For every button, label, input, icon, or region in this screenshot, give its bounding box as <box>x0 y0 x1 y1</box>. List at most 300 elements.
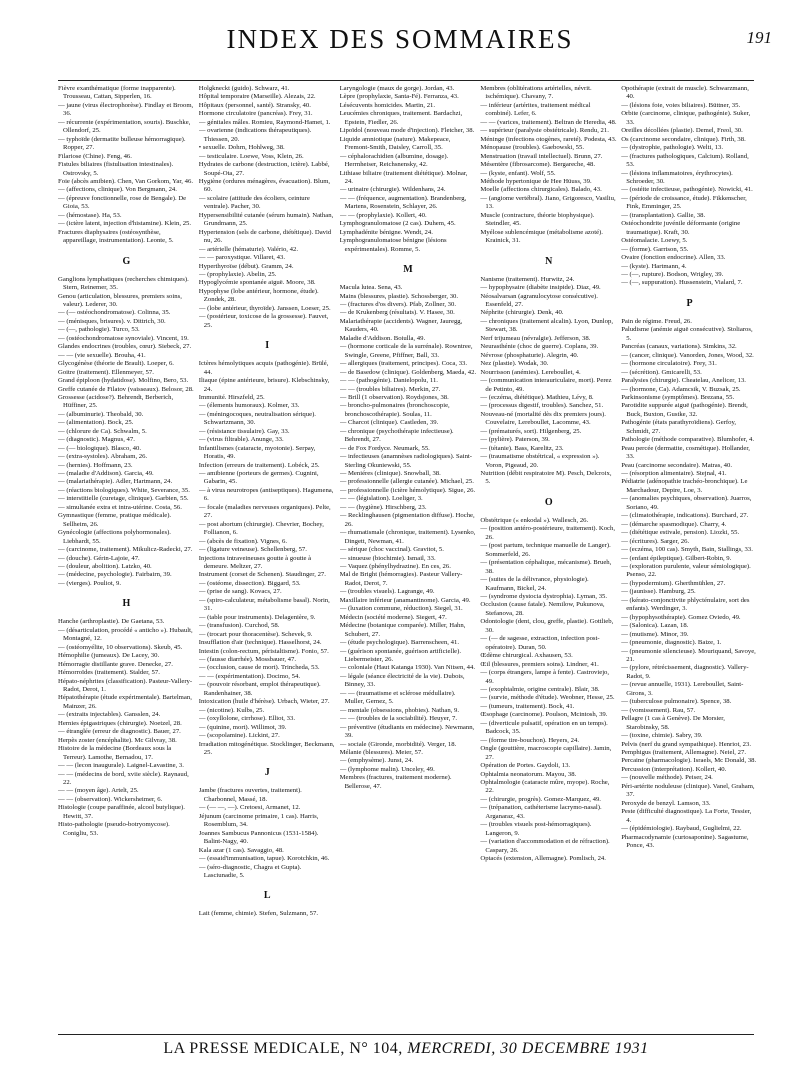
index-entry: Herpès zoster (encéphalite). Mc Gilvray, 38. <box>58 736 177 744</box>
index-entry: — (hypodermium). Gherthmühlen, 27. <box>621 579 726 587</box>
index-entry: — (carcinome, traitement). Mikulicz-Radecki, 27. <box>58 546 193 554</box>
index-entry: Lipoïdol (nouveau mode d'injection). Fletcher, 38. <box>339 127 475 135</box>
index-entry: — (post partum, technique manuelle de Langer). Sommerfeld, 26. <box>480 542 611 558</box>
index-entry: Grand épiploon (hydatidose). Molfino, Bero, 53. <box>58 377 189 385</box>
index-entry: — (résorption alimentaire). Stejnal, 41. <box>621 470 727 478</box>
index-entry: — sinueuse (biochimie). Ismail, 33. <box>339 554 436 562</box>
index-entry: Ganglions lymphatiques (recherches chimiques). Stern, Reinemer, 35. <box>58 275 189 292</box>
index-entry: Injections intraveineuses goutte à goutte à demeure. Meltzer, 27. <box>198 554 312 571</box>
index-entry: Ophtalmia neonatorum. Mayou, 38. <box>480 770 577 778</box>
index-entry: Laryngologie (maux de gorge). Jordan, 43. <box>339 85 455 92</box>
index-entry: — à virus neurotropes (antiseptiques). Hagumena, 6. <box>198 486 334 503</box>
index-entry: — (lymphome malin). Unceley, 49. <box>339 765 435 773</box>
index-entry: — (ménisques, brisures). v. Dittrich, 30. <box>58 317 166 325</box>
index-entry: — (élements humoraux). Kolmer, 33. <box>198 402 300 410</box>
index-entry: — (— ostéochondromatose). Colinna, 35. <box>58 309 171 317</box>
index-entry: Nanisme (traitement). Hurwitz, 24. <box>480 275 575 283</box>
index-entry: — testiculaire. Loewe, Voss, Klein, 26. <box>198 152 304 160</box>
index-entry: — (variation d'accommodation et de réfraction). Caspary, 26. <box>480 838 610 854</box>
index-entry: Greffe cutanée de Filatov (vaisseaux). Belosor, 28. <box>58 385 194 393</box>
index-entry: Parotidite suppurée aiguë (pathogénie). Brendt, Buck, Buxton, Gustke, 32. <box>621 402 748 418</box>
index-entry: Immunité. Hirszfeld, 25. <box>198 393 265 401</box>
index-entry: Genou (articulation, blessures, premiers soins, valeur). Lederer, 30. <box>58 292 182 308</box>
index-entry: Ongle (gouttière, macroscopie capillaire). Jamin, 27. <box>480 745 612 761</box>
index-entry: — (épidémiologie). Raybaud, Guglielmi, 22. <box>621 825 742 833</box>
index-entry: — (extraits injectables). Gansslen, 24. <box>58 711 161 719</box>
index-entry: — Meniéres (clinique). Snowball, 38. <box>339 470 441 478</box>
index-entry: Parkinsonisme (symptômes). Brezana, 55. <box>621 393 735 401</box>
index-entry: — — (observation). Wickersheimer, 6. <box>58 795 163 803</box>
index-entry: Hépatothérapie (étude expérimentale). Bartelman, Mainzer, 26. <box>58 694 192 710</box>
index-entry: — interstitielle (curetage, clinique). Garbien, 55. <box>58 495 189 503</box>
index-entry: Lésécuvents homicides. Martin, 21. <box>339 101 436 109</box>
index-entry: — infectieuses (anamnèses radiologiques). Saint-Sterling Okuniewski, 55. <box>339 453 473 469</box>
index-entry: Hernies épigastriques (chirurgie). Noetzel, 28. <box>58 719 182 727</box>
section-letter-heading: G <box>122 255 131 267</box>
index-entry: — — (varices, traitement). Beltran de Heredia, 48. <box>480 118 617 126</box>
index-entry: Hémorragie distillante grave. Denecke, 27. <box>58 660 173 668</box>
index-entry: — broncho-pulmonaires (bronchoscopie, bronchoscothérapie). Soulas, 11. <box>339 402 450 418</box>
index-entry: Pathologie (méthode comparative). Blumhofer, 4. <box>621 436 755 444</box>
index-entry: Hyperthyroïse (début). Gramm, 24. <box>198 262 294 270</box>
section-letter-heading: N <box>545 255 553 267</box>
index-entry: — (hormone corticale de la surrénale). Rowntree, Swingle, Greene, Pfiffner, Ball, 33. <box>339 343 473 359</box>
index-entry: — légale (séance électricité de la vie). Dubois, Binney, 33. <box>339 672 465 689</box>
index-entry: — (postérieur, toxicose de la grossesse). Fauvet, 25. <box>198 313 329 329</box>
index-entry: — professionnelle (allergie cutanée). Michael, 25. <box>339 478 474 486</box>
index-entry: Nutrition (débit respiratoire M). Pesch, Delcroix, 5. <box>480 470 612 486</box>
index-entry: Méninge (infections otogènes, rareté). Podesta, 43. <box>480 135 617 143</box>
index-entry: Histo-pathologie (pseudo-botryomycose). Conigliu, 53. <box>58 821 170 837</box>
index-entry: Paludisme (anémie aiguë consécutive). Stoliaros, 5. <box>621 326 753 342</box>
index-column-2 <box>199 85 336 1028</box>
index-entry: — (tuberculose pulmonaire). Spence, 38. <box>621 698 732 706</box>
index-entry: Optacés (extension, Allemagne). Pomlisch, 24. <box>480 855 606 863</box>
index-entry: — (trocart pour thoracentèse). Schevek, 9. <box>198 630 313 638</box>
index-entry: Hémophilie (jumeaux). De Lacey, 30. <box>58 652 160 660</box>
index-entry: — (tumeurs, traitement). Bock, 41. <box>480 702 575 710</box>
section-letter-heading: L <box>263 890 271 902</box>
index-entry: — (guérison spontanée, guérison artificielle). Liebermeister, 26. <box>339 647 462 663</box>
index-entry: — (luxation commune, réduction). Siegel, 31. <box>339 605 463 613</box>
index-entry: — — paroxystique. Villaret, 43. <box>198 254 286 262</box>
header-rule <box>58 80 754 81</box>
index-entry: — (alimentation). Bock, 25. <box>58 419 134 427</box>
index-entry: — (pylore, rétrécissement, diagnostic). Vallery-Radot, 9. <box>621 664 749 680</box>
index-entry: — — (prophylaxie). Kollert, 40. <box>339 211 427 219</box>
index-entry: Hépato-néphrites (classification). Pasteur-Vallery-Radot, Derot, 1. <box>58 677 193 693</box>
index-entry: — (— —, —). Cretoesi, Armanet, 12. <box>198 804 301 812</box>
index-entry: — (extra-systoles). Abraham, 26. <box>58 453 148 461</box>
index-entry: — (kyste, enfant). Wolf, 55. <box>480 169 556 177</box>
index-entry: — — (médecins de bord, xviie siècle). Raynaud, 22. <box>58 770 189 786</box>
index-entry: Intoxication (huile d'hérèse). Urbach, Wieter, 27. <box>198 698 330 706</box>
index-entry: Instrument (corset de Schenen). Staudinger, 27. <box>198 571 326 579</box>
index-entry: — (pylière). Paterson, 39. <box>480 436 550 444</box>
index-entry: — (hémostase). Ha, 53. <box>58 211 122 219</box>
index-entry: — inférieur (artérites, traitement médical combiné). Lefer, 6. <box>480 101 591 118</box>
index-entry: — (— biologique). Blasco, 40. <box>58 444 142 452</box>
index-entry: — (ostéome, dissection). Biggard, 53. <box>198 579 301 587</box>
index-entry: — (fractures pathologiques, Calcium). Rolland, 53. <box>621 152 749 169</box>
index-entry: — (réactions biologiques). White, Severance, 35. <box>58 486 190 494</box>
section-letter-heading: P <box>686 297 693 309</box>
index-entry: — Charcot (clinique). Castleden, 39. <box>339 419 439 427</box>
index-entry: — urinaire (chirurgie). Wildenhans, 24. <box>339 186 446 194</box>
index-entry: Hôpital temporaire (Marseille). Alezais, 22. <box>198 93 316 101</box>
index-entry: — amibienne (porteurs de germes). Cugnini, Gabarin, 45. <box>198 470 319 486</box>
index-entry: Ostéomalacie. Loewy, 5. <box>621 237 688 245</box>
index-entry: — — (pathogénie). Danielopolu, 11. <box>339 377 438 385</box>
index-entry: Fractures diaphysaires (ostéosynthèse, appareillage, instrumentation). Leonte, 5. <box>58 228 174 245</box>
index-entry: — (hormone circulatoire). Frey, 31. <box>621 360 717 368</box>
index-entry: — (vierges). Pouliot, 9. <box>58 579 122 587</box>
index-entry: — (occlusion, cause de mort). Trincheda, 53. <box>198 664 320 672</box>
index-entry: — chroniques (traitement alcalin). Lyon, Dunlop, Stewart, 38. <box>480 317 613 334</box>
index-entry: Médecin (société moderne). Siegert, 47. <box>339 613 447 621</box>
index-entry: Orbite (carcinome, clinique, pathogénie). Suker, 33. <box>621 110 751 126</box>
index-entry: Percussion (interprétation). Kollert, 40. <box>621 765 727 773</box>
index-entry: — professionnelle (ictère hémolytique). Sigue, 26. <box>339 486 476 494</box>
index-entry: Lait (femme, chimie). Stefen, Sulzmann, 57. <box>198 910 319 918</box>
index-entry: — (nouvelle méthode). Peiser, 24. <box>621 774 713 782</box>
index-entry: Pédiatrie (adénopathie trachéo-bronchique). Le Marchadour, Depire, Loe, 3. <box>621 478 748 494</box>
index-entry: — rhumatismale (chronique, traitement). Lysenko, Dingett, Newman, 41. <box>339 529 476 545</box>
index-entry: — — (législation). Loeliger, 3. <box>339 495 423 503</box>
index-entry: — (prise de sang). Kovacs, 27. <box>198 588 282 596</box>
index-entry: Mal de Bright (hémorragies). Pasteur Vallery-Radot, Derot, 7. <box>339 571 463 587</box>
index-entry: — allergiques (traitement, principes). Coca, 33. <box>339 360 468 368</box>
index-entry: Mélanie (blessures). Meier, 57. <box>339 748 423 756</box>
index-entry: Joannes Sambucus Pannonicus (1531-1584). Balint-Nagy, 40. <box>198 829 319 846</box>
index-entry: — (angiome vertébral). Jiano, Grigoresco, Vasiliu, 13. <box>480 194 616 211</box>
index-entry: — (affections, clinique). Von Bergmann, 24. <box>58 186 177 194</box>
index-entry: — (mutisme). Minor, 39. <box>621 630 689 638</box>
index-entry: Grossesse (acidose?). Behrendt, Berberich, Hüffiner, 25. <box>58 393 174 410</box>
index-entry: — (eczéma, 100 cas). Smyth, Bain, Stallings, 33. <box>621 546 753 554</box>
index-entry: — (fausse diarrhée). Mossbauer, 47. <box>198 656 297 663</box>
index-entry: Lithiase biliaire (traitement diététique). Molnar, 24. <box>339 169 468 185</box>
index-entry: Neurasthénie (choc de guerre). Coplans, 39. <box>480 343 599 351</box>
index-entry: Lèpre (prophylaxie, Santa-Fé). Ferranza, 43. <box>339 93 459 101</box>
index-entry: — (ostéochondromatose synoviale). Vincent, 19. <box>58 334 189 342</box>
index-entry: — (jaunisse). Hamburg, 25. <box>621 588 696 596</box>
index-entry: • sexuelle. Dohrn, Hohlweg, 38. <box>198 144 285 152</box>
index-entry: — — (moyen âge). Artelt, 25. <box>58 787 139 795</box>
index-entry: — typhoïde (dermatite bulleuse hémorragique). Ropper, 27. <box>58 135 186 152</box>
index-entry: — (ligature veineuse). Schellenberg, 57. <box>198 546 307 554</box>
page-number: 191 <box>746 28 772 47</box>
index-entry: Kala azar (1 cas). Savaggio, 48. <box>198 846 284 854</box>
index-entry: — (abcès de fixation). Vignes, 6. <box>198 537 288 545</box>
index-entry: Fistules biliaires (fistulisation intestinales). Ostrovsky, 5. <box>58 161 174 177</box>
index-entry: Jéjunum (carcinome primaire, 1 cas). Harris, Rosemblum, 34. <box>198 812 319 829</box>
index-entry: Muscle (contracture, théorie biophysique). Steindler, 45. <box>480 211 595 228</box>
index-entry: Péri-artérite noduleuse (clinique). Vanel, Graham, 37. <box>621 782 755 799</box>
index-entry: Méthode hypertonique de Hee Hüuss, 39. <box>480 177 592 185</box>
index-entry: Ostéochondrite juvénile déformante (origine traumatique). Kraft, 30. <box>621 220 741 236</box>
index-entry: — — (troubles de la sociabilité). Heuyer, 7. <box>339 715 458 723</box>
index-entry: Macula lutea. Sena, 43. <box>339 284 403 292</box>
index-entry: Pellagre (1 cas à Genève). De Morsier, Starobinsky, 58. <box>621 715 725 731</box>
index-entry: Histoire de la médecine (Bordeaux sous la Terreur). Lamothe, Bernadou, 17. <box>58 745 172 761</box>
index-entry: — (ostéite infectieuse, pathogénie). Nowicki, 41. <box>621 186 753 194</box>
index-entry: — (albuminurie). Theobald, 30. <box>58 410 144 418</box>
index-entry: — (sécrétion). Gmicarelli, 53. <box>621 368 702 376</box>
index-entry: Oreilles décollées (plastie). Demel, Freol, 30. <box>621 127 743 135</box>
index-entry: — (eczéma, diététique). Mathieu, Lévy, 8. <box>480 393 594 401</box>
index-entry: Malariathérapie (accidents). Wagner, Jauregg, Kauders, 40. <box>339 317 463 334</box>
index-entry: — récurrente (expérimentation, souris). Buschke, Ollendorf, 25. <box>58 118 191 135</box>
index-entry: Peau (carcinome secondaire). Matras, 40. <box>621 461 733 469</box>
index-entry: — génitales mâles. Romieu, Raymond-Hamet, 1. <box>198 118 331 126</box>
index-entry: Os (carcinome secondaire, clinique). Firth, 38. <box>621 135 746 143</box>
index-entry: Ménopause (troubles). Gaebowski, 55. <box>480 144 585 152</box>
index-entry: — (pneumonie, diagnostic). Baize, 1. <box>621 639 722 647</box>
index-entry: Œil (blessures, premiers soins). Lindner, 41. <box>480 660 599 668</box>
index-entry: — (survie, méthode d'étude). Weobner, Hesse, 25. <box>480 694 615 702</box>
index-entry: Hypersensibilité cutanée (sérum humain). Nathan, Grundmann, 25. <box>198 211 334 228</box>
index-entry: Mésentère (fibrosarcome). Bergareche, 48. <box>480 161 596 169</box>
index-entry: Peste (difficulté diagnostique). La Forte, Tessier, 4. <box>621 808 752 824</box>
index-entry: — — (vie sexuelle). Brouha, 41. <box>58 351 146 359</box>
index-entry: Glycogénèse (théorie de Brault). Loeper, 6. <box>58 360 174 368</box>
index-entry: — (hernies). Hoffmann, 23. <box>58 461 133 469</box>
index-entry: — (période de croissance, étude). Fikkenscher, Fink, Emminger, 25. <box>621 194 747 211</box>
index-entry: — (scopolamine). Lickint, 27. <box>198 732 280 740</box>
index-entry: — (séro-diagnostic, Chagra et Gupta). Lasciunadie, 5. <box>198 863 302 879</box>
index-entry: — (enfant épileptique). Gilbert-Robin, 9. <box>621 554 732 562</box>
index-entry: — de Krukenberg (résultats). V. Hasee, 30. <box>339 309 455 317</box>
index-entry: — (cancer, clinique). Vanorden, Jones, Wood, 32. <box>621 351 754 359</box>
index-entry: — — (hygiène). Hirschberg, 23. <box>339 503 427 511</box>
index-entry: — — (traumatisme et sclérose médullaire). Muller, Gernez, 5. <box>339 689 456 706</box>
section-letter-heading: H <box>122 598 131 610</box>
index-entry: — (chirurgie, progrès). Gomez-Marquez, 49. <box>480 795 601 803</box>
index-entry: — (désarticulation, procédé « anticho »). Hubault, Montagné, 12. <box>58 626 193 643</box>
index-entry: Membres (oblitérations artérielles, névrit. ischémique). Chavany, 7. <box>480 85 592 101</box>
index-entry: Lymphogranulomatose (2 cas). Duhem, 45. <box>339 220 456 228</box>
index-entry: Mains (blessures, plastie). Schossberger, 30. <box>339 292 459 300</box>
index-entry: — (exploration purulente, valeur sémiologique). Psenso, 22. <box>621 563 751 579</box>
index-entry: Médecine (botanique comparée). Miller, Hahn, Schubert, 27. <box>339 622 466 638</box>
index-entry: — (prophylaxie). Abelin, 25. <box>198 270 277 278</box>
index-entry: Gynécologie (affections polyhormonales). Liebhardt, 55. <box>58 529 171 545</box>
index-entry: Irradiation mitogénétique. Stocklinger, Beckmann, 25. <box>198 740 335 756</box>
footer-journal: LA PRESSE MEDICALE, <box>163 1040 345 1057</box>
index-entry: — (suites de la délivrance, physiologie). Kaufmann, Bickel, 24. <box>480 576 589 592</box>
index-entry: — (exophtalmie, origine centrale). Blair, 38. <box>480 686 600 693</box>
index-entry: Ictères hémolytiques acquis (pathogénie). Brülé, 44. <box>198 360 329 376</box>
page-footer <box>58 1040 754 1068</box>
index-entry: — (lobe antérieur, thyroïde). Janssen, Loeser, 25. <box>198 304 331 312</box>
index-entry: Pelvis (nerf du grand sympathique). Henriot, 23. <box>621 740 752 748</box>
index-column-4 <box>480 85 617 1028</box>
index-entry: — (quinine, mort). Willimot, 39. <box>198 723 287 731</box>
index-entry: — (climatothérapie, indications). Burchard, 27. <box>621 512 749 520</box>
index-column-3 <box>340 85 477 1028</box>
index-entry: Gymnastique (femme, pratique médicale). Sellheim, 26. <box>58 512 172 528</box>
index-body <box>58 85 758 1028</box>
index-entry: Opération de Portes. Gaydoli, 13. <box>480 762 571 770</box>
index-entry: Maladie d'Addison. Boiulla, 49. <box>339 334 426 342</box>
index-entry: — (ictère latent, injection d'histamine). Klein, 25. <box>58 220 192 228</box>
index-entry: — (—, suppuration). Hussenstein, Vialard, 7. <box>621 279 743 287</box>
index-entry: — (spiro-calculateur, métabolisme basal). Norin, 31. <box>198 596 330 613</box>
index-entry: — (ostéomyélite, 10 observations). Skeub, 45. <box>58 643 183 651</box>
index-entry: Lymphogranulomatose bénigne (lésions expérimentales). Romme, 5. <box>339 237 447 253</box>
index-entry: — (troubles visuels). Lagrange, 49. <box>339 588 435 596</box>
index-entry: — (Salonica). Lazan, 18. <box>621 622 689 630</box>
index-entry: — (processus digestif, troubles). Sanchez, 51. <box>480 402 604 410</box>
index-entry: — (table pour instruments). Delagenière, 9. <box>198 613 316 621</box>
index-entry: Hôpitaux (personnel, santé). Stransky, 40. <box>198 101 311 109</box>
index-entry: Nez (plastie). Wodak, 30. <box>480 360 549 368</box>
index-entry: Ovaire (fonction endocrine). Allen, 33. <box>621 254 726 262</box>
section-letter-heading: M <box>403 264 413 276</box>
index-entry: Néosalvarsan (agranulocytose consécutive). Essenfeld, 27. <box>480 292 598 308</box>
index-entry: — (corps étrangers, lampe à fente). Castroviejo, 49. <box>480 669 610 685</box>
index-entry: — (malariathérapie). Adler, Hartmann, 24. <box>58 478 173 486</box>
index-entry: Infection (erreurs de traitement). Lobéck, 25. <box>198 461 320 469</box>
index-entry: Hypertension (sels de carbone, diététique). David nu, 26. <box>198 228 332 245</box>
index-entry: — de Basedow (clinique). Goldenberg, Maeda, 42. <box>339 368 477 376</box>
index-entry: — (transplantation). Gallie, 38. <box>621 211 706 219</box>
index-entry: Pharmacodynamie (curtosaponine). Sagastume, Ponce, 43. <box>621 833 749 849</box>
index-entry: — (—, rupture). Bodson, Wrigley, 39. <box>621 270 724 278</box>
index-entry: — (emphysème). Junst, 24. <box>339 757 414 765</box>
index-entry: — (fractures d'os divers). Pfab, Zollner, 30. <box>339 300 457 308</box>
index-entry: Insufflation d'air (technique). Hasselhorst, 24. <box>198 639 322 647</box>
index-entry: Paralysies (chirurgie). Cheatelau, Anelicer, 13. <box>621 377 746 385</box>
index-entry: Moelle (affections chirurgicales). Balado, 43. <box>480 186 602 194</box>
index-entry: Menstruation (travail intellectuel). Brunn, 27. <box>480 152 603 160</box>
index-entry: — — (fréquence, augmentation). Brandenberg, Martens, Rosenstein, Schlayer, 26. <box>339 194 467 211</box>
index-entry: Myélose sublencémique (métabolisme azoté). Krainick, 31. <box>480 228 603 245</box>
index-entry: — (toxine, chimie). Sabry, 39. <box>621 732 703 740</box>
index-entry: — — (troubles biliaires). Merkin, 27. <box>339 385 441 393</box>
index-entry: Ophtalmologie (cataracte mûre, myope). Roche, 22. <box>480 778 610 795</box>
index-entry: — Vaquez (phénylhydrazine). En ces, 26. <box>339 563 451 571</box>
index-entry: — (méningocoques, neutralisation sérique). Schwartzmann, 30. <box>198 410 316 427</box>
index-entry: Iliaque (épine antérieure, brisure). Klebschinsky, 24. <box>198 377 330 393</box>
index-entry: Maxillaire inférieur (anamantinome). Garcia, 49. <box>339 596 471 604</box>
index-entry: — de Fox Fordyce. Neumark, 55. <box>339 444 430 452</box>
index-entry: Histologie (coupe paraffinée, alcool butylique). Hewitt, 37. <box>58 804 185 820</box>
index-entry: — — (lecon inaugurale). Laignel-Lavastine, 3. <box>58 762 184 770</box>
page-title: INDEX DES SOMMAIRES <box>226 24 574 54</box>
index-entry: — chronique (psychothérapie infectieuse). Behrendt, 27. <box>339 427 454 444</box>
index-entry: — (douleur, abolition). Latzko, 40. <box>58 563 152 571</box>
index-entry: Fièvre exanthématique (forme inapparente). Trousseau, Cattan, Sipperlen, 16. <box>58 85 176 101</box>
index-entry: Pemphigus (traitement, Allemagne). Neiel, 27. <box>621 748 746 756</box>
index-entry: Lymphadénite bénigne. Wendt, 24. <box>339 228 433 236</box>
index-entry: Œdème chirurgical. Axhausen, 53. <box>480 652 573 660</box>
index-entry: — (étude psychologique). Barrenscheen, 41. <box>339 639 460 647</box>
index-entry: — (résistance tissulaire). Gay, 33. <box>198 427 290 435</box>
index-entry: — (vomissement). Rau, 57. <box>621 706 696 714</box>
index-entry: Odontologie (dent, clou, greffe, plastie). Gottlieb, 30. <box>480 618 614 634</box>
index-entry: — post abortum (chirurgie). Chevrier, Bochey, Follianon, 6. <box>198 520 324 537</box>
index-entry: — (communication interauriculaire, mort). Perez de Petinto, 49. <box>480 377 612 393</box>
index-entry: Hormone circulatoire (pancréas). Frey, 31. <box>198 110 313 118</box>
index-entry: — Recklinghausen (pigmentation diffuse). Hoche, 26. <box>339 512 475 528</box>
index-entry: Goitre (traitement). Ellenmeyer, 57. <box>58 368 154 376</box>
index-entry: — (— de sagesse, extraction, infection post-opératoire). Duran, 50. <box>480 635 600 651</box>
index-entry: Membres (fractures, traitement moderne). Bellerose, 47. <box>339 774 452 790</box>
index-entry: Pain de régime. Freud, 26. <box>621 317 692 325</box>
page-header <box>20 18 780 58</box>
index-entry: Hydrates de carbone (destruction, ictère). Labbé, Soupé-Ota, 27. <box>198 161 330 177</box>
index-entry: — Brill (1 observation). Roydsjones, 38. <box>339 393 449 401</box>
index-entry: — (trépanation, cathéterisme lacrymo-nasal). Arganaraz, 43. <box>480 804 602 820</box>
index-entry: — (maladie d'Addison). Garcia, 49. <box>58 470 154 478</box>
index-entry: — hypophysaire (diabète insipide). Diaz, 49. <box>480 284 601 292</box>
index-entry: Hypophyse (lobe antérieur, hormone, étude). Zondek, 28. <box>198 287 319 304</box>
footer-issue: N° 104, <box>349 1040 403 1057</box>
index-entry: Foie (abcès amibien). Chen, Van Gorkom, Yar, 46. <box>58 177 194 185</box>
index-entry: — (prématurés, sort). Hilgenberg, 25. <box>480 427 582 435</box>
index-entry: Nourrisson (anémies). Lereboullet, 4. <box>480 368 581 376</box>
index-entry: — (diverticule pulsatif, opération en un temps). Badcock, 35. <box>480 719 608 736</box>
index-entry: Pathogénie (états parathyroïdiens). Gerfoy, Schmidt, 27. <box>621 419 737 435</box>
index-entry: Nouveau-né (mortalité dès dix premiers jours). Couvelaire, Lereboullet, Lacomme, 43. <box>480 410 606 427</box>
index-entry: Obstétrique (« enkodal »). Wallesch, 26. <box>480 516 589 524</box>
index-entry: — (nicotine). Kulbs, 25. <box>198 706 265 714</box>
index-entry: Névrose (phosphaturie). Alegrin, 40. <box>480 351 579 359</box>
index-entry: Infantilismes (cataracte, myotonie). Serpay, Horatis, 49. <box>198 444 316 461</box>
index-entry: — (revue annuelle, 1931). Lereboullet, Saint-Girons, 3. <box>621 681 744 697</box>
index-entry: — (lésions inflammatoires, érythrocytes). Schroeder, 30. <box>621 169 733 185</box>
index-entry: Hanche (arthroplastie). De Gaetana, 53. <box>58 618 165 626</box>
index-entry: — (tétanie). Bass, Karelitz, 23. <box>480 444 564 452</box>
index-entry: — supérieur (paralysie obstétricale). Rendu, 21. <box>480 127 609 135</box>
index-entry: Glandes endocrines (troubles, cœur). Siebeck, 27. <box>58 343 192 351</box>
index-entry: Œsophage (carcinome). Poulson, Mcintosh, 39. <box>480 711 608 719</box>
index-entry: — focale (maladies nerveuses organiques). Pelte, 27. <box>198 503 331 520</box>
index-entry: — (écritures). Sarger, 26. <box>621 537 690 545</box>
index-entry: — (traumatisme obstétrical, « expression »). Voron, Pigeaud, 20. <box>480 453 600 469</box>
index-entry: — (démarche spasmodique). Charry, 4. <box>621 520 727 528</box>
index-entry: — ovarienne (indications thérapeutiques). Thiessen, 20. <box>198 127 312 143</box>
index-entry: — préventive (étudiants en médecine). Newmann, 39. <box>339 723 475 740</box>
index-entry: Percaine (pharmacologie). Israels, Mc Donald, 38. <box>621 757 757 765</box>
index-entry: — (syndrome dystocia dystrophia). Lyman, 35. <box>480 593 608 601</box>
index-entry: — (épreuve fonctionnelle, rose de Bengale). De Gioia, 53. <box>58 194 187 211</box>
index-entry: — (forme tire-bouchon). Heyers, 24. <box>480 736 579 744</box>
index-entry: — (oxyllolone, cirrhose). Elliot, 33. <box>198 715 296 723</box>
index-entry: Néphrite (chirurgie). Denk, 40. <box>480 309 564 317</box>
index-entry: — (dystrophie, pathologie). Welti, 13. <box>621 144 724 152</box>
index-entry: — (lésions foie, voies biliaires). Büttner, 35. <box>621 101 741 109</box>
index-entry: Peroxyde de benzyl. Lamson, 33. <box>621 799 711 807</box>
index-entry: — (chlorure de Ca). Schwalm, 5. <box>58 427 147 435</box>
footer-date: MERCREDI, 30 DECEMBRE 1931 <box>407 1040 649 1057</box>
index-entry: — (essaid'immunisation, tapue). Korotchkin, 46. <box>198 855 330 863</box>
index-entry: — (kyste). Hartmann, 4. <box>621 262 687 270</box>
index-entry: — (—, pathologie). Turco, 53. <box>58 326 140 334</box>
index-entry: — (transfusion). Curchod, 58. <box>198 622 280 630</box>
index-entry: — (douche). Gérin-Lajoie, 47. <box>58 554 140 562</box>
index-entry: — scolaire (attitude des écoliers, ceinture ventrale). Pacher, 30. <box>198 194 310 211</box>
index-entry: — — (expérimentation). Docimo, 54. <box>198 672 301 680</box>
index-entry: Intestin (colon-rectum, péristaltisme). Fonio, 57. <box>198 647 329 655</box>
index-entry: — (troubles visuels post-hémorragiques). Langeron, 9. <box>480 821 592 837</box>
index-entry: — (virus filtrable). Anunge, 33. <box>198 436 284 444</box>
index-entry: Nerf trijumeau (névralgie). Jefferson, 38. <box>480 334 591 342</box>
index-entry: — sociale (Gironde, morbidité). Verger, 18. <box>339 740 457 748</box>
index-entry: Hygiène (ordures ménagères, évacuation). Blum, 60. <box>198 177 331 194</box>
